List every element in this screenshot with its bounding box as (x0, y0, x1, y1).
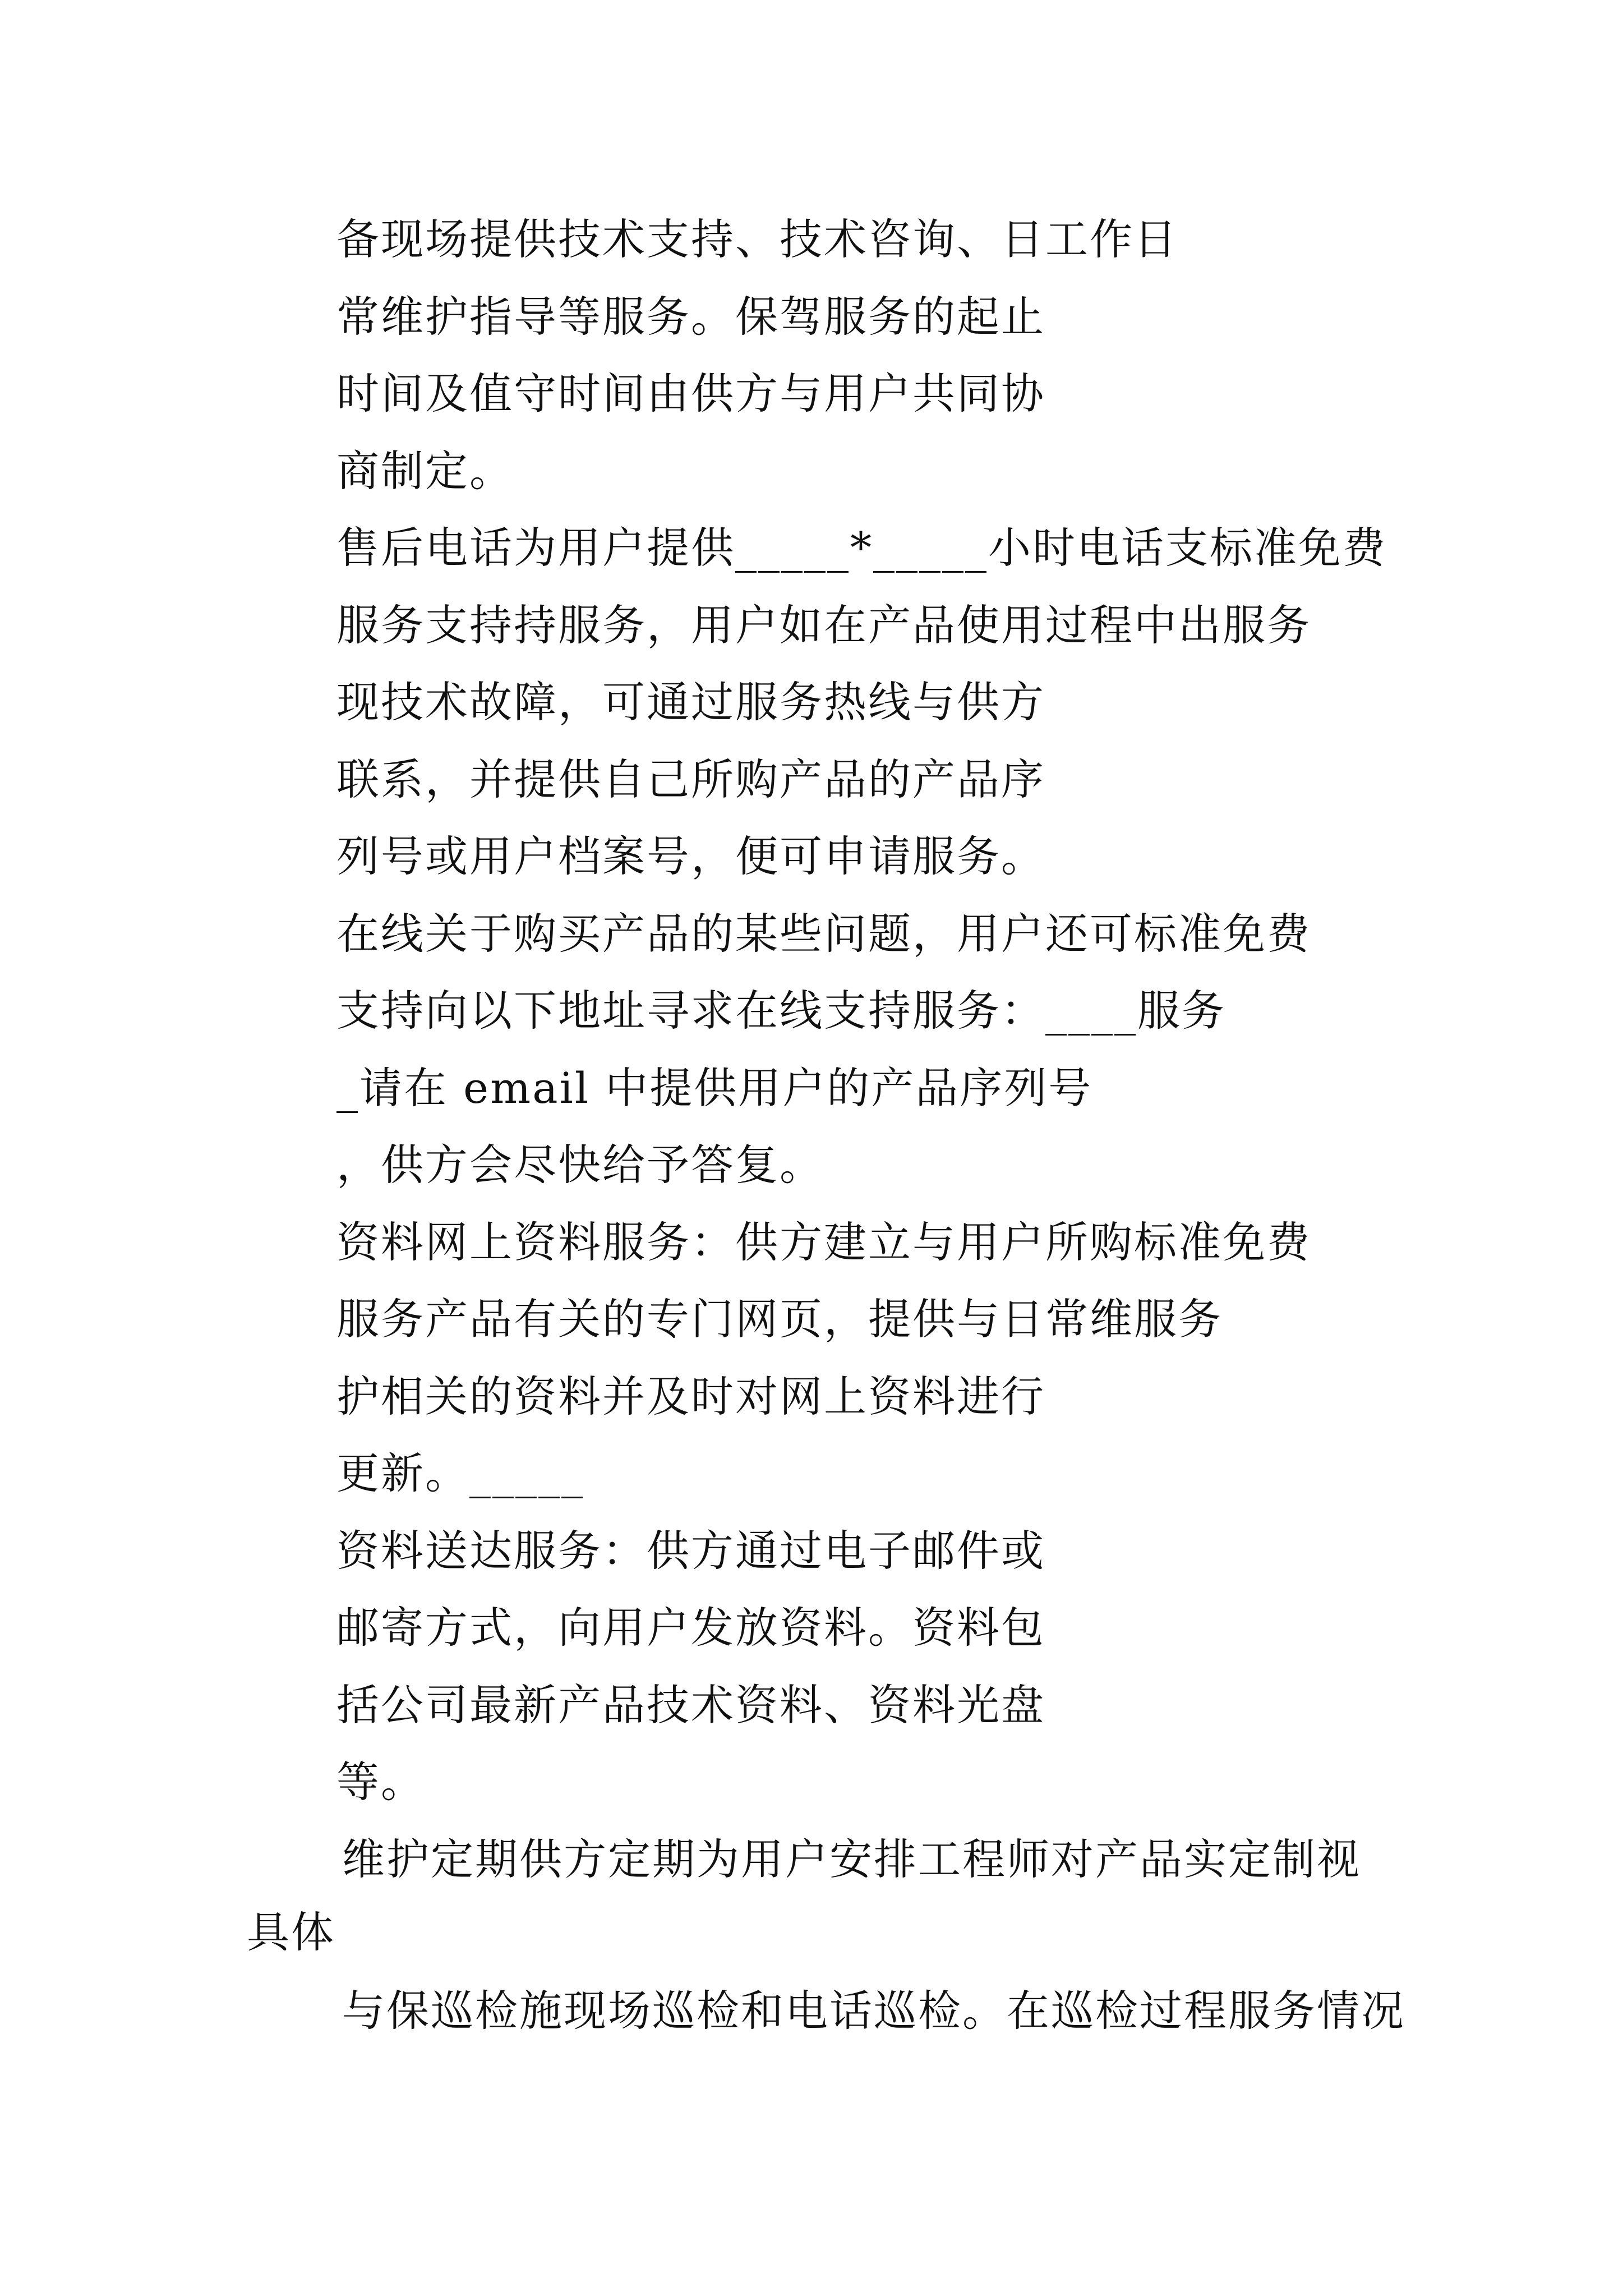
text-line: 资料网上资料服务：供方建立与用户所购标准免费 (336, 1217, 1311, 1267)
text-line: 邮寄方式，向用户发放资料。资料包 (336, 1603, 1045, 1653)
text-line: 备现场提供技术支持、技术咨询、日工作日 (336, 214, 1178, 264)
text-line: 支持向以下地址寻求在线支持服务：____服务 (336, 986, 1226, 1036)
text-line: 更新。_____ (336, 1448, 584, 1498)
text-line: 服务产品有关的专门网页，提供与日常维服务 (336, 1294, 1223, 1344)
text-line: 服务支持持服务，用户如在产品使用过程中出服务 (336, 600, 1311, 650)
text-line: 具体 (247, 1907, 335, 1957)
text-line: 联系，并提供自己所购产品的产品序 (336, 754, 1045, 804)
text-line: 时间及值守时间由供方与用户共同协 (336, 369, 1045, 418)
text-line: 常维护指导等服务。保驾服务的起止 (336, 292, 1045, 342)
text-line: ，供方会尽快给予答复。 (336, 1140, 824, 1190)
text-line: 商制定。 (336, 446, 514, 496)
text-line: 列号或用户档案号，便可申请服务。 (336, 831, 1045, 881)
text-line: 等。 (336, 1757, 425, 1807)
text-line: _请在 email 中提供用户的产品序列号 (336, 1063, 1093, 1113)
text-line: 与保巡检施现场巡检和电话巡检。在巡检过程服务情况 (342, 1986, 1405, 2036)
text-line: 护相关的资料并及时对网上资料进行 (336, 1372, 1045, 1421)
text-line: 现技术故障，可通过服务热线与供方 (336, 677, 1045, 727)
text-line: 在线关于购买产品的某些问题，用户还可标准免费 (336, 909, 1311, 959)
text-line: 括公司最新产品技术资料、资料光盘 (336, 1680, 1045, 1730)
text-line: 资料送达服务：供方通过电子邮件或 (336, 1526, 1045, 1576)
text-line: 维护定期供方定期为用户安排工程师对产品实定制视 (342, 1834, 1361, 1884)
text-line: 售后电话为用户提供_____*_____小时电话支标准免费 (336, 523, 1387, 573)
